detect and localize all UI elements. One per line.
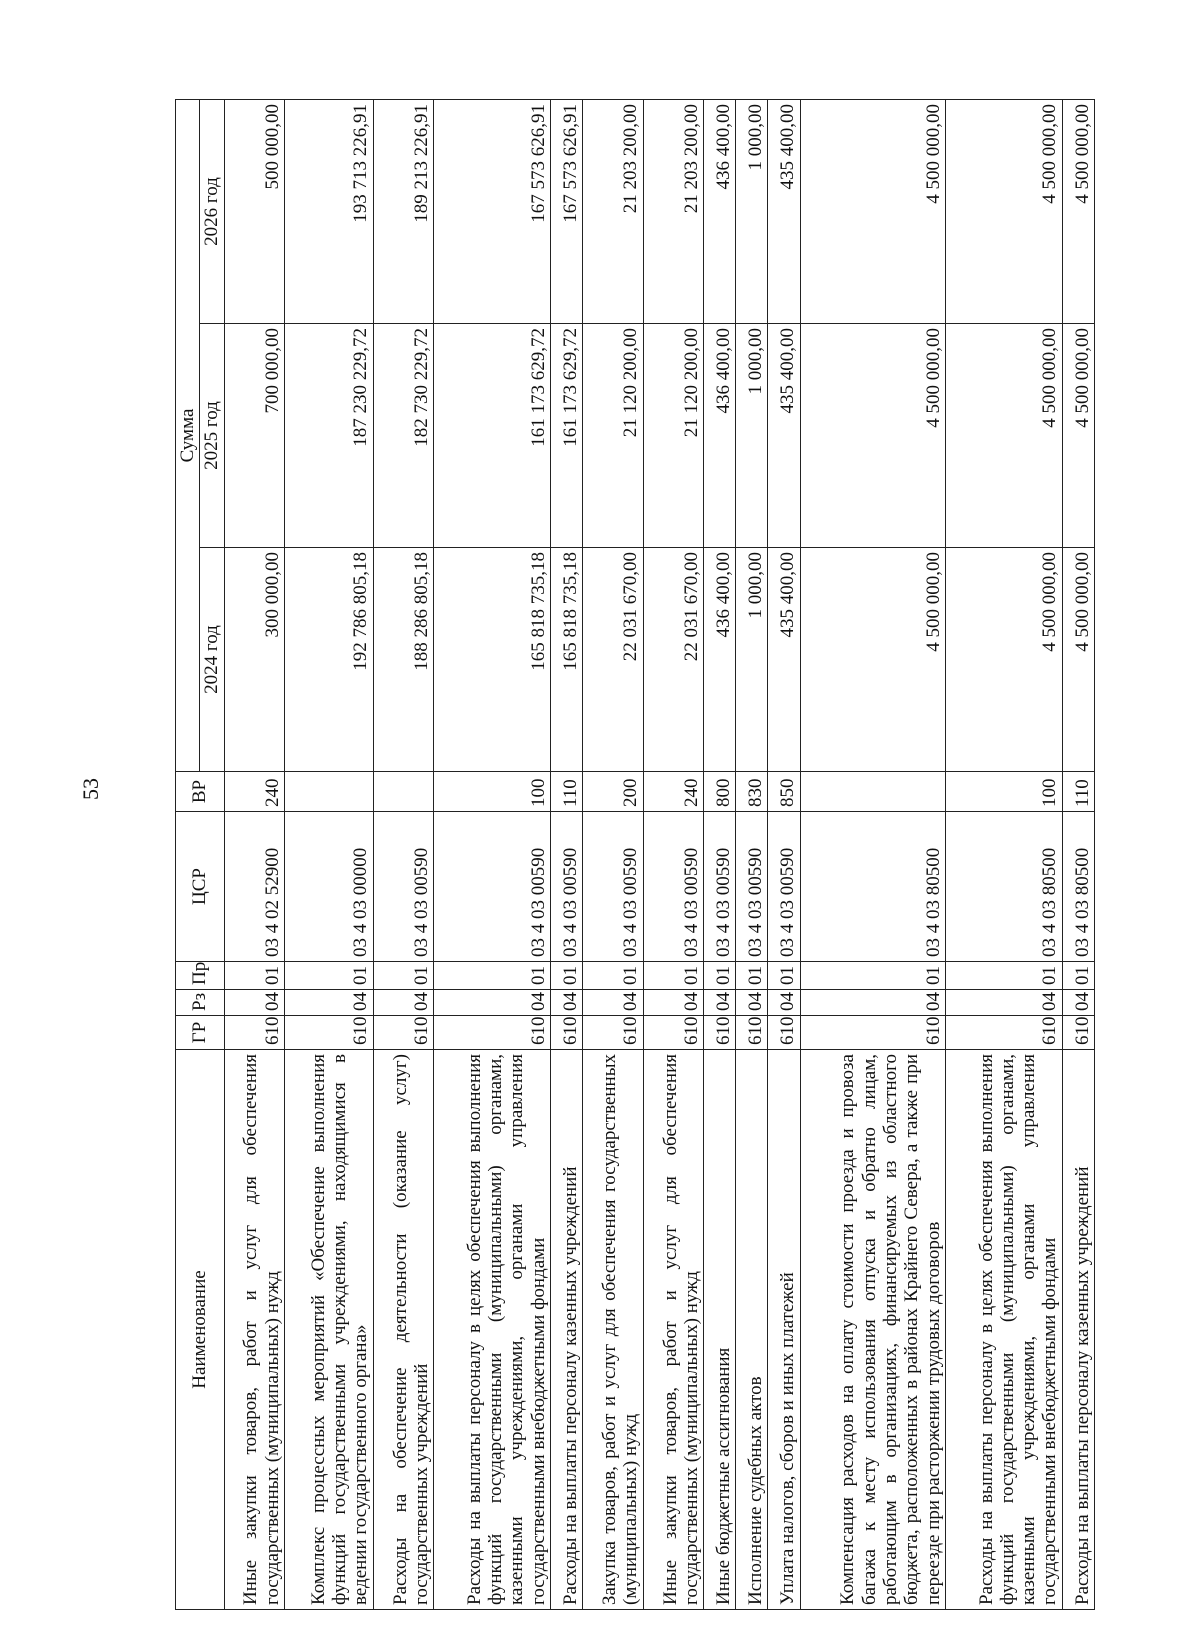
budget-table xyxy=(175,99,1095,1610)
cell-csr: 03 4 03 00590 xyxy=(550,812,582,962)
cell-pr: 01 xyxy=(768,962,800,990)
cell-csr: 03 4 03 00590 xyxy=(768,812,800,962)
rotated-table-container xyxy=(175,100,1095,1610)
cell-csr: 03 4 03 00590 xyxy=(736,812,768,962)
cell-2026: 500 000,00 xyxy=(224,100,284,324)
cell-2026: 21 203 200,00 xyxy=(643,100,703,324)
cell-rz: 04 xyxy=(284,990,373,1016)
cell-2024: 188 286 805,18 xyxy=(373,548,433,772)
cell-vr: 100 xyxy=(945,772,1062,812)
cell-rz: 04 xyxy=(1062,990,1094,1016)
cell-2024: 1 000,00 xyxy=(736,548,768,772)
header-csr: ЦСР xyxy=(176,812,225,962)
cell-pr: 01 xyxy=(583,962,643,990)
cell-csr: 03 4 03 80500 xyxy=(945,812,1062,962)
cell-vr: 850 xyxy=(768,772,800,812)
cell-gr: 610 xyxy=(583,1016,643,1050)
cell-csr: 03 4 03 80500 xyxy=(1062,812,1094,962)
cell-vr xyxy=(284,772,373,812)
header-rz: Рз xyxy=(176,990,225,1016)
cell-2024: 4 500 000,00 xyxy=(945,548,1062,772)
table-row xyxy=(583,100,643,1610)
cell-2024: 165 818 735,18 xyxy=(550,548,582,772)
cell-gr: 610 xyxy=(945,1016,1062,1050)
cell-pr: 01 xyxy=(550,962,582,990)
cell-2025: 161 173 629,72 xyxy=(550,324,582,548)
header-sum: Сумма xyxy=(176,100,200,772)
cell-pr: 01 xyxy=(373,962,433,990)
cell-vr xyxy=(373,772,433,812)
cell-vr xyxy=(800,772,945,812)
cell-name: Комплекс процессных мероприятий «Обеспечение выполнения функций государственными учреждениями, находящимися в ведении государственного органа» xyxy=(284,1050,373,1610)
cell-rz: 04 xyxy=(800,990,945,1016)
cell-pr: 01 xyxy=(643,962,703,990)
cell-name: Расходы на обеспечение деятельности (оказание услуг) государственных учреждений xyxy=(373,1050,433,1610)
cell-name: Расходы на выплаты персоналу в целях обеспечения выполнения функций государственными (муниципальными) органами, казенными учреждениями, органами управления государственными внебюджетными фондами xyxy=(434,1050,551,1610)
cell-gr: 610 xyxy=(643,1016,703,1050)
cell-2026: 167 573 626,91 xyxy=(434,100,551,324)
cell-vr: 830 xyxy=(736,772,768,812)
cell-name: Иные закупки товаров, работ и услуг для обеспечения государственных (муниципальных) нужд xyxy=(224,1050,284,1610)
table-row xyxy=(768,100,800,1610)
cell-rz: 04 xyxy=(373,990,433,1016)
cell-2024: 4 500 000,00 xyxy=(1062,548,1094,772)
cell-name: Уплата налогов, сборов и иных платежей xyxy=(768,1050,800,1610)
cell-csr: 03 4 03 00590 xyxy=(434,812,551,962)
cell-name: Расходы на выплаты персоналу казенных учреждений xyxy=(1062,1050,1094,1610)
cell-gr: 610 xyxy=(736,1016,768,1050)
cell-name: Компенсация расходов на оплату стоимости проезда и провоза багажа к месту использования отпуска и обратно лицам, работающим в организациях, финансируемых из областного бюджета, расположенных в районах Крайнего Севера, а также при переезде при расторжении трудовых договоров xyxy=(800,1050,945,1610)
cell-gr: 610 xyxy=(704,1016,736,1050)
cell-rz: 04 xyxy=(945,990,1062,1016)
table-row xyxy=(373,100,433,1610)
cell-gr: 610 xyxy=(373,1016,433,1050)
cell-rz: 04 xyxy=(643,990,703,1016)
cell-gr: 610 xyxy=(434,1016,551,1050)
header-year-2024: 2024 год xyxy=(200,548,224,772)
cell-2025: 700 000,00 xyxy=(224,324,284,548)
header-year-2026: 2026 год xyxy=(200,100,224,324)
cell-2025: 4 500 000,00 xyxy=(945,324,1062,548)
cell-2024: 22 031 670,00 xyxy=(643,548,703,772)
cell-rz: 04 xyxy=(704,990,736,1016)
cell-2026: 167 573 626,91 xyxy=(550,100,582,324)
cell-gr: 610 xyxy=(800,1016,945,1050)
header-year-2025: 2025 год xyxy=(200,324,224,548)
cell-2025: 182 730 229,72 xyxy=(373,324,433,548)
cell-vr: 240 xyxy=(643,772,703,812)
cell-pr: 01 xyxy=(800,962,945,990)
cell-gr: 610 xyxy=(550,1016,582,1050)
cell-vr: 110 xyxy=(550,772,582,812)
cell-name: Иные бюджетные ассигнования xyxy=(704,1050,736,1610)
cell-vr: 100 xyxy=(434,772,551,812)
cell-vr: 800 xyxy=(704,772,736,812)
table-row xyxy=(800,100,945,1610)
cell-2026: 189 213 226,91 xyxy=(373,100,433,324)
cell-2024: 300 000,00 xyxy=(224,548,284,772)
cell-rz: 04 xyxy=(768,990,800,1016)
cell-2024: 22 031 670,00 xyxy=(583,548,643,772)
cell-2025: 436 400,00 xyxy=(704,324,736,548)
cell-2025: 187 230 229,72 xyxy=(284,324,373,548)
cell-vr: 240 xyxy=(224,772,284,812)
cell-csr: 03 4 02 52900 xyxy=(224,812,284,962)
cell-2025: 21 120 200,00 xyxy=(643,324,703,548)
cell-csr: 03 4 03 00590 xyxy=(704,812,736,962)
cell-2026: 436 400,00 xyxy=(704,100,736,324)
table-row xyxy=(224,100,284,1610)
cell-rz: 04 xyxy=(224,990,284,1016)
cell-pr: 01 xyxy=(434,962,551,990)
cell-csr: 03 4 03 00590 xyxy=(373,812,433,962)
table-row xyxy=(434,100,551,1610)
cell-name: Расходы на выплаты персоналу казенных учреждений xyxy=(550,1050,582,1610)
cell-name: Иные закупки товаров, работ и услуг для обеспечения государственных (муниципальных) нужд xyxy=(643,1050,703,1610)
cell-csr: 03 4 03 00590 xyxy=(643,812,703,962)
cell-csr: 03 4 03 00000 xyxy=(284,812,373,962)
cell-name: Исполнение судебных актов xyxy=(736,1050,768,1610)
table-row xyxy=(704,100,736,1610)
cell-2024: 165 818 735,18 xyxy=(434,548,551,772)
table-row xyxy=(1062,100,1094,1610)
header-name: Наименование xyxy=(176,1050,225,1610)
cell-vr: 110 xyxy=(1062,772,1094,812)
cell-2024: 435 400,00 xyxy=(768,548,800,772)
table-row xyxy=(284,100,373,1610)
table-row xyxy=(736,100,768,1610)
cell-rz: 04 xyxy=(583,990,643,1016)
cell-pr: 01 xyxy=(945,962,1062,990)
table-row xyxy=(643,100,703,1610)
cell-rz: 04 xyxy=(434,990,551,1016)
header-gr: ГР xyxy=(176,1016,225,1050)
header-pr: Пр xyxy=(176,962,225,990)
cell-pr: 01 xyxy=(224,962,284,990)
table-row xyxy=(945,100,1062,1610)
cell-pr: 01 xyxy=(284,962,373,990)
cell-csr: 03 4 03 00590 xyxy=(583,812,643,962)
cell-gr: 610 xyxy=(284,1016,373,1050)
cell-2026: 4 500 000,00 xyxy=(945,100,1062,324)
cell-2024: 192 786 805,18 xyxy=(284,548,373,772)
cell-2026: 193 713 226,91 xyxy=(284,100,373,324)
cell-gr: 610 xyxy=(1062,1016,1094,1050)
cell-name: Закупка товаров, работ и услуг для обеспечения государственных (муниципальных) нужд xyxy=(583,1050,643,1610)
cell-csr: 03 4 03 80500 xyxy=(800,812,945,962)
table-body xyxy=(224,100,1094,1610)
cell-pr: 01 xyxy=(1062,962,1094,990)
cell-2026: 1 000,00 xyxy=(736,100,768,324)
cell-2026: 4 500 000,00 xyxy=(800,100,945,324)
cell-rz: 04 xyxy=(550,990,582,1016)
cell-2025: 4 500 000,00 xyxy=(1062,324,1094,548)
cell-2025: 161 173 629,72 xyxy=(434,324,551,548)
cell-gr: 610 xyxy=(224,1016,284,1050)
header-vr: ВР xyxy=(176,772,225,812)
cell-gr: 610 xyxy=(768,1016,800,1050)
cell-name: Расходы на выплаты персоналу в целях обеспечения выполнения функций государственными (муниципальными) органами, казенными учреждениями, органами управления государственными внебюджетными фондами xyxy=(945,1050,1062,1610)
cell-2026: 4 500 000,00 xyxy=(1062,100,1094,324)
cell-pr: 01 xyxy=(704,962,736,990)
cell-2025: 1 000,00 xyxy=(736,324,768,548)
cell-pr: 01 xyxy=(736,962,768,990)
cell-2024: 4 500 000,00 xyxy=(800,548,945,772)
cell-2026: 435 400,00 xyxy=(768,100,800,324)
cell-2025: 435 400,00 xyxy=(768,324,800,548)
page-number: 53 xyxy=(78,778,103,800)
cell-2025: 4 500 000,00 xyxy=(800,324,945,548)
cell-2026: 21 203 200,00 xyxy=(583,100,643,324)
cell-2024: 436 400,00 xyxy=(704,548,736,772)
table-row xyxy=(550,100,582,1610)
cell-vr: 200 xyxy=(583,772,643,812)
cell-rz: 04 xyxy=(736,990,768,1016)
cell-2025: 21 120 200,00 xyxy=(583,324,643,548)
